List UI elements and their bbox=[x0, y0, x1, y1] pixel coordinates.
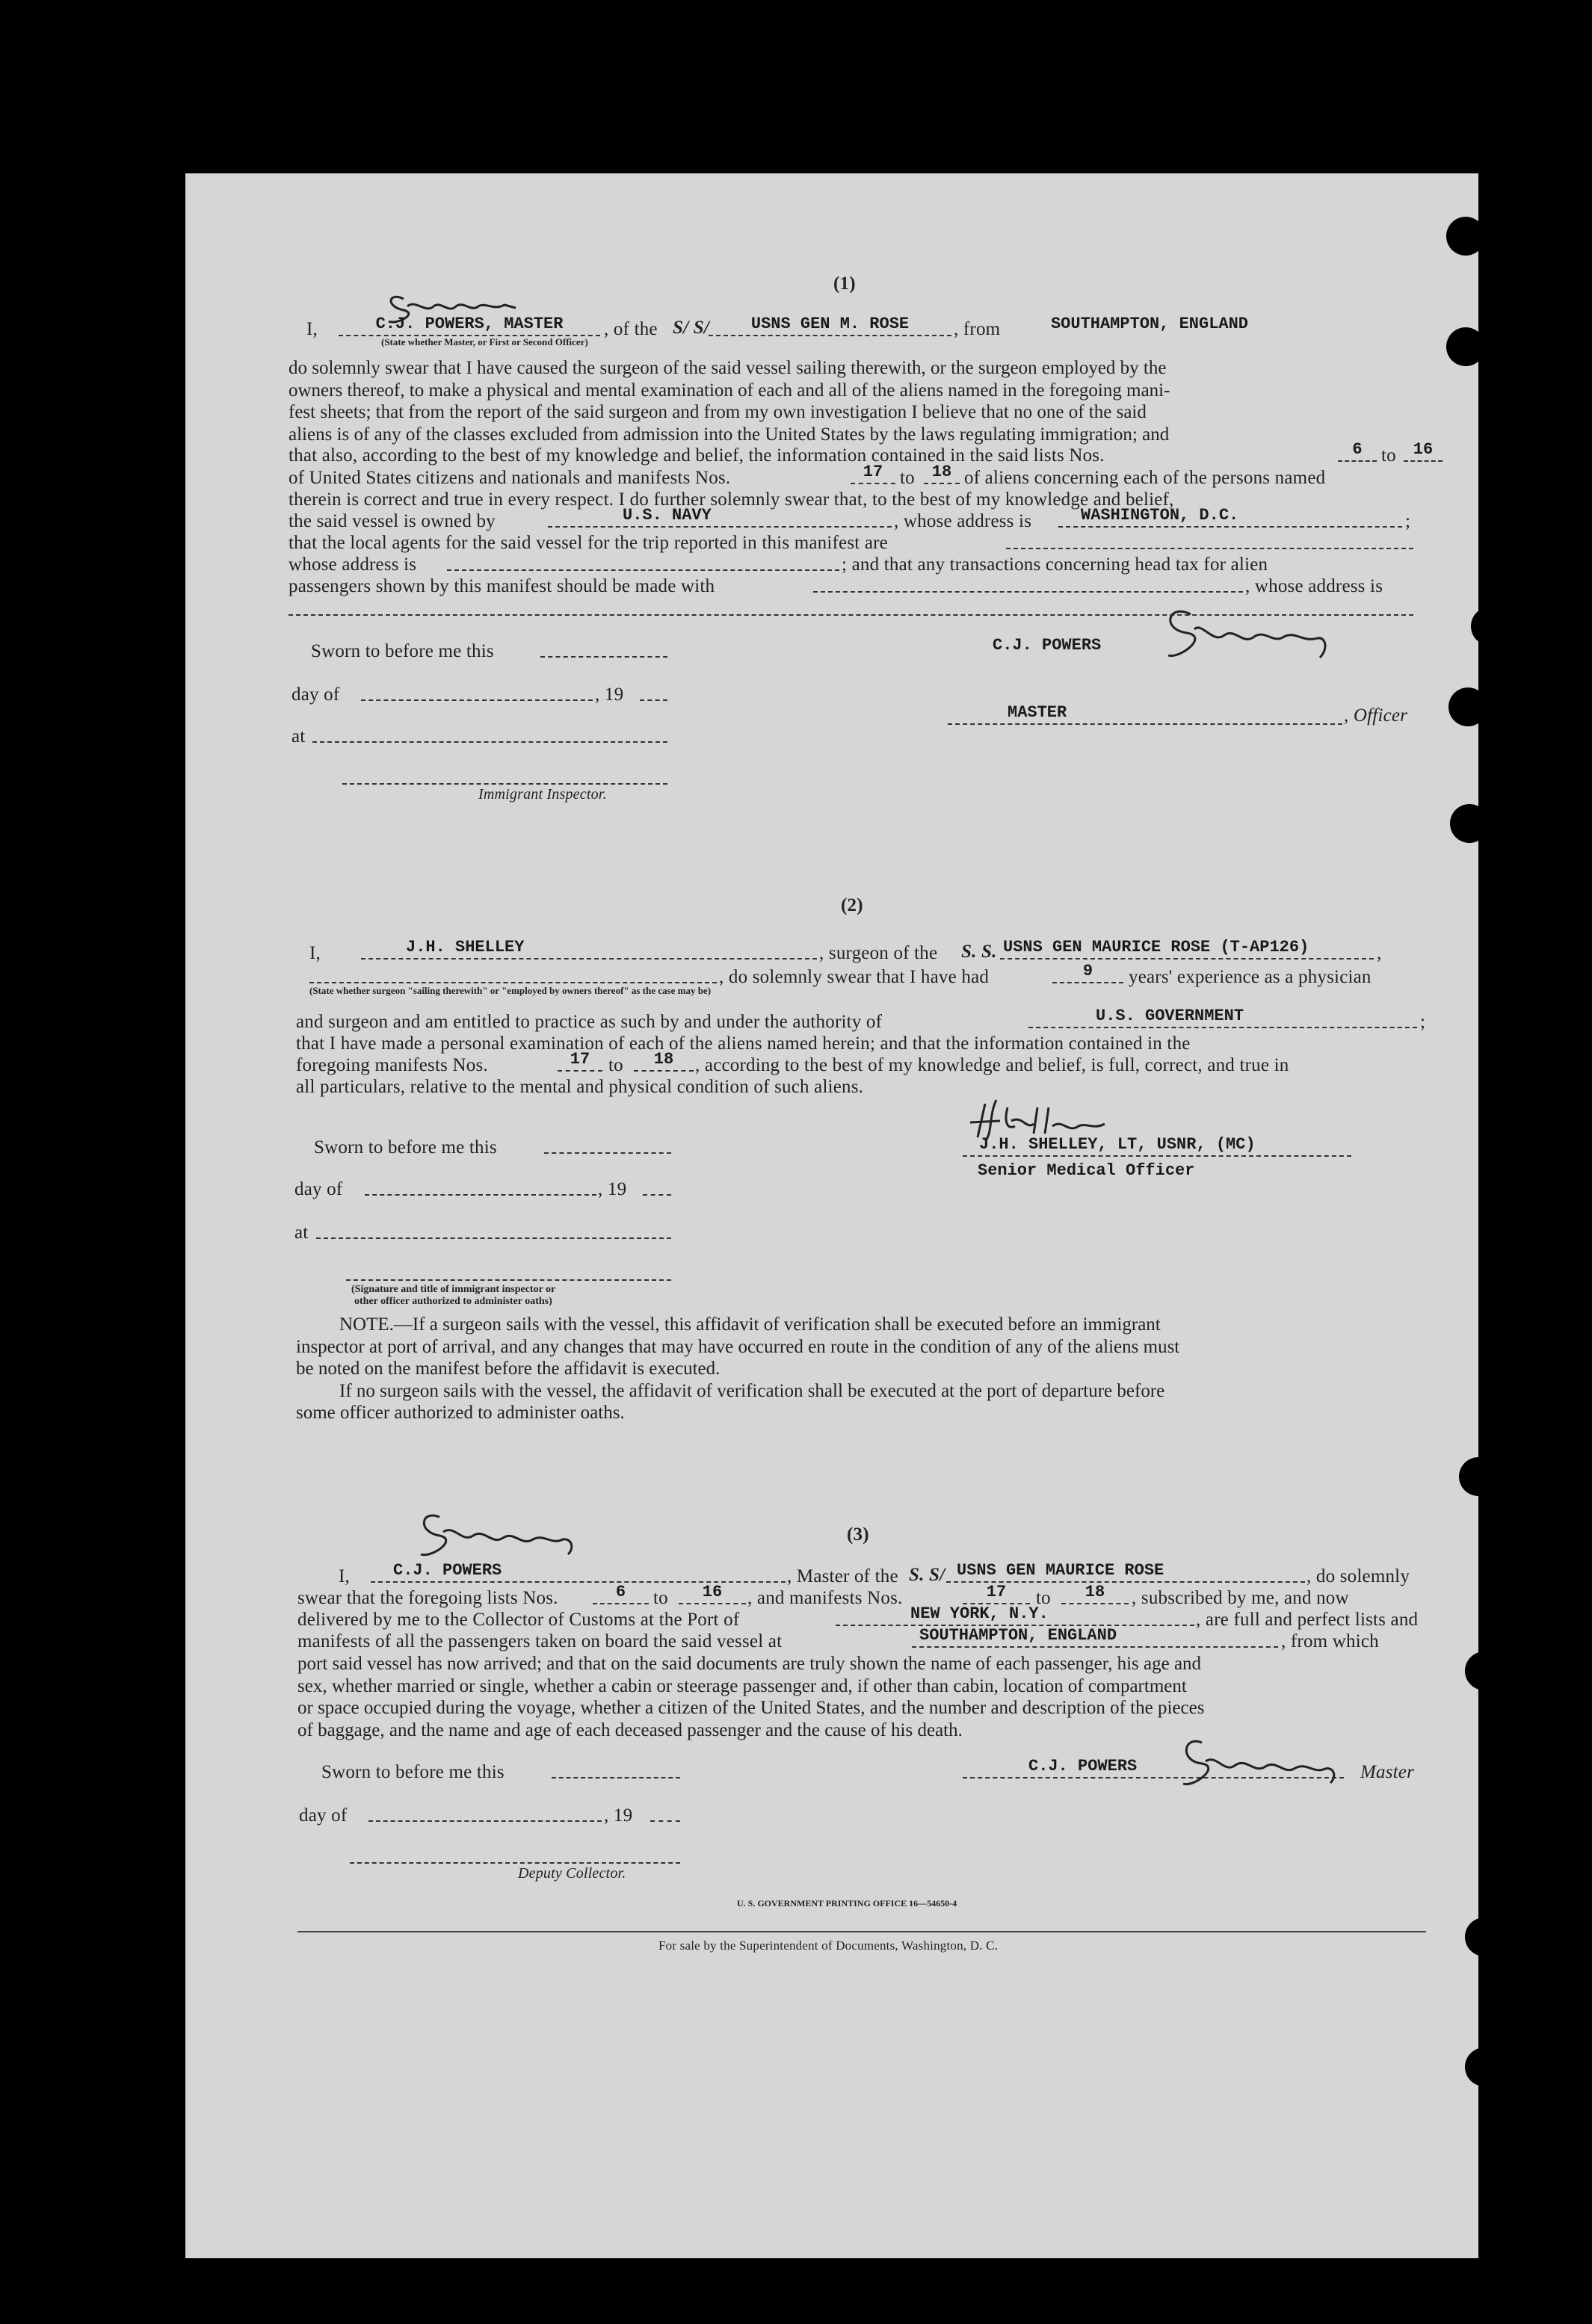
ss-mark: S/ S/ bbox=[673, 318, 709, 338]
taken-on-board-text: manifests of all the passengers taken on board the said vessel at bbox=[297, 1631, 783, 1651]
authority-field: U.S. GOVERNMENT bbox=[1028, 1009, 1417, 1028]
day-of-text: day of bbox=[299, 1805, 348, 1826]
local-agents-text: that the local agents for the said vessel for the trip reported in this manifest are bbox=[289, 533, 888, 553]
owned-by-text: the said vessel is owned by bbox=[289, 511, 496, 531]
port-arrival-field: NEW YORK, N.Y. bbox=[836, 1607, 1194, 1626]
of-the-text: , of the bbox=[604, 319, 658, 339]
port-departure-field: SOUTHAMPTON, ENGLAND bbox=[912, 1628, 1278, 1648]
day-of-text: day of bbox=[294, 1179, 343, 1199]
punch-hole bbox=[1459, 1457, 1498, 1496]
manifests-from-field: 17 bbox=[851, 465, 895, 484]
master-of-text: , Master of the bbox=[787, 1566, 898, 1586]
inspector-label: Immigrant Inspector. bbox=[478, 786, 607, 803]
comma: , bbox=[1377, 943, 1382, 963]
oath-signature-note bbox=[351, 1284, 555, 1308]
master-signature-4 bbox=[1172, 1728, 1351, 1795]
local-agents-field bbox=[1006, 530, 1413, 549]
year-field bbox=[650, 1802, 680, 1822]
note-line: If no surgeon sails with the vessel, the affidavit of verification shall be executed at the port of departure before bbox=[339, 1380, 1165, 1401]
master-title-field: MASTER bbox=[948, 705, 1342, 725]
surgeon-signer-field: J.H. SHELLEY, LT, USNR, (MC) bbox=[963, 1137, 1351, 1157]
vessel-field-3: USNS GEN MAURICE ROSE bbox=[946, 1563, 1305, 1583]
punch-hole bbox=[1448, 687, 1487, 726]
at-field bbox=[316, 1220, 671, 1239]
text-line: fest sheets; that from the report of the said surgeon and from my own investigation I believe that no one of the said bbox=[289, 402, 1147, 422]
punch-hole bbox=[1465, 2048, 1504, 2086]
from-which-text: , from which bbox=[1281, 1631, 1379, 1651]
manifests-to-field-3: 18 bbox=[1061, 1585, 1129, 1604]
collector-signature-line bbox=[350, 1844, 680, 1864]
semicolon: ; bbox=[1420, 1012, 1426, 1032]
text-line: of baggage, and the name and age of each deceased passenger and the cause of his death. bbox=[297, 1719, 963, 1740]
collector-label: Deputy Collector. bbox=[518, 1865, 626, 1882]
sworn-text: Sworn to before me this bbox=[321, 1762, 505, 1782]
printing-office: U. S. GOVERNMENT PRINTING OFFICE 16—54650-4 bbox=[737, 1898, 957, 1909]
whose-address-text: whose address is bbox=[289, 554, 417, 575]
inspector-signature-line bbox=[342, 765, 667, 785]
agents-address-field bbox=[447, 551, 839, 571]
delivered-text: delivered by me to the Collector of Customs at the Port of bbox=[297, 1610, 740, 1630]
sworn-field bbox=[540, 638, 667, 658]
at-text: at bbox=[291, 726, 306, 747]
text-line: or space occupied during the voyage, whether a citizen of the United States, and the number and description of the pieces bbox=[297, 1698, 1205, 1718]
section-1-paragraph bbox=[289, 357, 1417, 445]
swear-text: , do solemnly swear that I have had bbox=[719, 967, 990, 987]
aliens-text: of aliens concerning each of the persons named bbox=[964, 468, 1326, 488]
year-text: , 19 bbox=[598, 1179, 627, 1199]
punch-hole bbox=[1446, 217, 1485, 256]
from-text: , from bbox=[954, 319, 1001, 339]
semicolon: ; bbox=[1405, 511, 1411, 531]
day-field bbox=[368, 1802, 602, 1822]
day-field bbox=[365, 1176, 596, 1196]
master-signature-3 bbox=[410, 1502, 589, 1562]
to-text: to bbox=[653, 1588, 668, 1608]
ss-mark: S. S/ bbox=[909, 1565, 945, 1585]
master-note: (State whether Master, or First or Second Officer) bbox=[381, 336, 588, 347]
foregoing-lists-text: swear that the foregoing lists Nos. bbox=[297, 1588, 558, 1608]
whose-address-text: , whose address is bbox=[894, 511, 1032, 531]
form-page bbox=[185, 173, 1478, 2258]
text-line: aliens is of any of the classes excluded from admission into the United States by the laws regulating immigration; and bbox=[289, 424, 1170, 445]
surgeon-vessel-field: USNS GEN MAURICE ROSE (T-AP126) bbox=[1000, 940, 1374, 959]
footer-rule bbox=[297, 1931, 1426, 1932]
text-line: sex, whether married or single, whether a cabin or steerage passenger and, if other than cabin, location of compartment bbox=[297, 1675, 1187, 1696]
head-tax-text: ; and that any transactions concerning head tax for alien bbox=[842, 554, 1268, 575]
solemnly-text: , do solemnly bbox=[1306, 1566, 1410, 1586]
lists-from-field-3: 6 bbox=[593, 1585, 649, 1604]
for-sale-text: For sale by the Superintendent of Documents, Washington, D. C. bbox=[658, 1938, 999, 1953]
from-port-field: SOUTHAMPTON, ENGLAND bbox=[1050, 315, 1249, 333]
master-name-field-3: C.J. POWERS bbox=[371, 1563, 786, 1583]
to-text: to bbox=[608, 1055, 623, 1075]
text-line: do solemnly swear that I have caused the surgeon of the said vessel sailing therewith, or the surgeon employed by the bbox=[289, 358, 1167, 378]
section-2-number: (2) bbox=[841, 895, 863, 915]
note-line: be noted on the manifest before the affidavit is executed. bbox=[296, 1359, 721, 1379]
surgeon-title: Senior Medical Officer bbox=[978, 1161, 1195, 1180]
manifests-from-field-3: 17 bbox=[963, 1585, 1030, 1604]
lists-to-field-3: 16 bbox=[679, 1585, 746, 1604]
surgeon-note: (State whether surgeon "sailing therewith" or "employed by owners thereof" as the case may be) bbox=[309, 985, 712, 996]
text-line: all particulars, relative to the mental and physical condition of such aliens. bbox=[296, 1077, 864, 1097]
section-1-i: I, bbox=[306, 319, 318, 339]
manifests-text: of United States citizens and nationals and manifests Nos. bbox=[289, 468, 731, 488]
year-text: , 19 bbox=[595, 684, 624, 705]
sworn-text: Sworn to before me this bbox=[314, 1137, 497, 1158]
subscribed-text: , subscribed by me, and now bbox=[1132, 1588, 1349, 1608]
years-text: years' experience as a physician bbox=[1129, 967, 1372, 987]
master-signer-field-3: C.J. POWERS bbox=[963, 1759, 1344, 1778]
manifests-text: , and manifests Nos. bbox=[747, 1588, 903, 1608]
manifests-to-field: 18 bbox=[924, 465, 960, 484]
note-paragraph bbox=[296, 1314, 1425, 1424]
master-label: Master bbox=[1360, 1762, 1415, 1782]
note-line: NOTE.—If a surgeon sails with the vessel, this affidavit of verification shall be executed before an immigrant bbox=[339, 1314, 1161, 1335]
punch-hole bbox=[1450, 804, 1489, 843]
according-text: , according to the best of my knowledge and belief, is full, correct, and true in bbox=[695, 1055, 1289, 1075]
at-text: at bbox=[294, 1223, 309, 1243]
officer-label: , Officer bbox=[1344, 705, 1408, 726]
punch-hole bbox=[1465, 1651, 1504, 1690]
ss-mark: S. S. bbox=[961, 942, 997, 962]
note-line: inspector at port of arrival, and any changes that may have occurred en route in the condition of any of the aliens must bbox=[296, 1336, 1180, 1357]
master-signer-field: C.J. POWERS bbox=[993, 636, 1102, 655]
surgeon-type-field bbox=[309, 964, 717, 983]
punch-hole bbox=[1471, 607, 1510, 646]
section-1-number: (1) bbox=[833, 273, 856, 294]
at-field bbox=[312, 723, 667, 743]
to-text: to bbox=[1381, 445, 1396, 466]
note-line: (Signature and title of immigrant inspector or bbox=[351, 1284, 556, 1295]
section-3-i: I, bbox=[339, 1566, 350, 1586]
text-line: port said vessel has now arrived; and that on the said documents are truly shown the name of each passenger, his age and bbox=[297, 1654, 1202, 1674]
sworn-field bbox=[544, 1134, 671, 1154]
note-line: some officer authorized to administer oaths. bbox=[296, 1403, 625, 1423]
years-field: 9 bbox=[1052, 964, 1123, 983]
surgeon-manifests-from-field: 17 bbox=[558, 1052, 602, 1072]
surgeon-name-field: J.H. SHELLEY bbox=[361, 940, 817, 959]
whose-address-text: , whose address is bbox=[1245, 576, 1383, 596]
surgeon-manifests-to-field: 18 bbox=[634, 1052, 694, 1072]
head-tax-agent-field bbox=[813, 573, 1243, 593]
to-text: to bbox=[900, 468, 915, 488]
year-field bbox=[643, 1176, 671, 1196]
sworn-text: Sworn to before me this bbox=[311, 641, 494, 661]
day-field bbox=[361, 682, 593, 701]
section-3-number: (3) bbox=[847, 1524, 869, 1545]
day-of-text: day of bbox=[291, 684, 340, 705]
lists-to-field: 16 bbox=[1404, 442, 1443, 462]
punch-hole bbox=[1446, 327, 1485, 366]
section-2-i: I, bbox=[309, 943, 321, 963]
master-name-field: C.J. POWERS, MASTER bbox=[339, 317, 600, 336]
surgeon-of-text: , surgeon of the bbox=[819, 943, 938, 963]
owner-field: U.S. NAVY bbox=[548, 508, 892, 528]
text-line: owners thereof, to make a physical and mental examination of each and all of the aliens named in the foregoing mani- bbox=[289, 380, 1170, 401]
sworn-field bbox=[552, 1759, 680, 1778]
text-line: that I have made a personal examination of each of the aliens named herein; and that the information contained in the bbox=[296, 1033, 1191, 1054]
passengers-text: passengers shown by this manifest should be made with bbox=[289, 576, 715, 596]
full-lists-text: , are full and perfect lists and bbox=[1196, 1610, 1419, 1630]
note-line: other officer authorized to administer oaths) bbox=[354, 1296, 552, 1307]
owner-address-field: WASHINGTON, D.C. bbox=[1058, 508, 1402, 528]
text-line: therein is correct and true in every respect. I do further solemnly swear that, to the best of my knowledge and belief, bbox=[289, 489, 1174, 510]
lists-text: that also, according to the best of my knowledge and belief, the information contained in the said lists Nos. bbox=[289, 445, 1105, 466]
lists-from-field: 6 bbox=[1338, 442, 1377, 462]
to-text: to bbox=[1036, 1588, 1051, 1608]
vessel-field: USNS GEN M. ROSE bbox=[709, 317, 951, 336]
master-signature-2 bbox=[1150, 592, 1344, 674]
authority-text: and surgeon and am entitled to practice as such by and under the authority of bbox=[296, 1012, 883, 1032]
foregoing-text: foregoing manifests Nos. bbox=[296, 1055, 488, 1075]
year-field bbox=[640, 682, 667, 701]
punch-hole bbox=[1465, 1917, 1504, 1956]
year-text: , 19 bbox=[604, 1805, 633, 1826]
oath-signature-line bbox=[346, 1261, 671, 1281]
